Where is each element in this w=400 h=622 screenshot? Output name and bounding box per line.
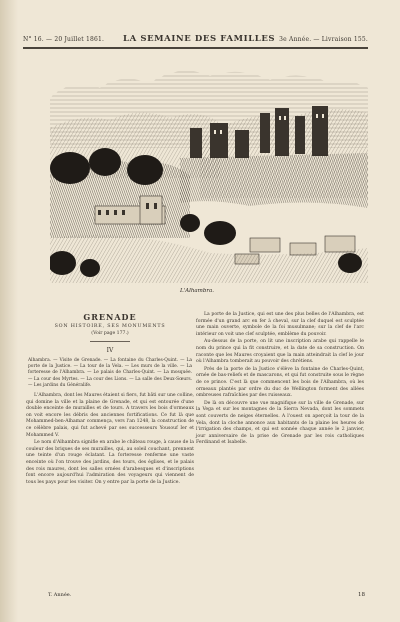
year-volume: 3e Année. — Livraison 155.	[279, 36, 368, 43]
illustration-caption: L'Alhambra.	[179, 288, 215, 294]
article-continuation-note: (Voir page 177.)	[91, 331, 129, 336]
alhambra-engraving	[50, 58, 368, 283]
title-rule	[90, 341, 130, 342]
signature-mark: T. Année.	[48, 592, 72, 598]
paragraph: Le nom d'Alhambra signifie en arabe le château rouge, à cause de la couleur des briques de ses murailles, qui, au soleil couchant, prennent une teinte d'un rouge éclatant. La forteresse renferme une vaste enceinte où l'on trouve des jardins, des tours, des églises, et le palais des rois maures, dont les salles ornées d'arabesques et d'inscriptions font encore aujourd'hui l'admiration des voyageurs qui viennent de tous les pays pour les visiter. On y entre par la porte de la Justice.	[26, 440, 194, 485]
paragraph: Au-dessus de la porte, on lit une inscription arabe qui rappelle le nom du prince qui la fit construire, et la date de sa construction. On raconte que les Maures croyaient que la main atteindrait la clef le jour où l'Alhambra tomberait au pouvoir des chrétiens.	[196, 339, 364, 365]
article-title: GRENADE	[83, 312, 137, 322]
page-number: 18	[358, 592, 365, 598]
journal-page	[18, 0, 400, 622]
left-column	[26, 312, 194, 487]
paragraph: Près de la porte de la Justice s'élève la fontaine de Charles-Quint, ornée de bas-reliefs et de mascarons, et qui fut construite sous le règne de ce prince. C'est là que commencent les bois de l'Alhambra, où les ormeaux plantés par ordre du duc de Wellington forment des allées ombreuses rafraîchies par des ruisseaux.	[196, 366, 364, 399]
paragraph: De là on découvre une vue magnifique sur la ville de Grenade, sur la Vega et sur les montagnes de la Sierra Nevada, dont les sommets sont couverts de neiges éternelles. A l'ouest on aperçoit la tour de la Vela, dont la cloche annonce aux habitants de la plaine les heures de l'irrigation des champs, et qui est sonnée chaque année le 2 janvier, jour anniversaire de la prise de Grenade par les rois catholiques Ferdinand et Isabelle.	[196, 400, 364, 446]
paragraph: La porte de la Justice, qui est une des plus belles de l'Alhambra, est formée d'un grand arc en fer à cheval, sur la clef duquel est sculptée une main ouverte, symbole de la foi musulmane; sur la clef de l'arc intérieur on voit une clef sculptée, emblème du pouvoir.	[196, 312, 364, 337]
issue-date: N° 16. — 20 Juillet 1861.	[23, 36, 105, 43]
chapter-number: IV	[106, 347, 114, 354]
scan-edge	[0, 0, 18, 622]
article-subtitle: SON HISTOIRE, SES MONUMENTS	[54, 324, 166, 329]
paragraph: L'Alhambra, dont les Maures étaient si fiers, fut bâti sur une colline, qui domine la ville et la plaine de Grenade, et qui est entourée d'une double enceinte de murailles et de tours. A travers les bois d'ormeaux on voit encore les débris des anciennes fortifications. Ce fut là que Mohammed-ben-Alhamar commença, vers l'an 1248, la construction de ce célèbre palais, qui fut achevé par ses successeurs Yousouf Ier et Mohammed V.	[26, 393, 194, 438]
running-head	[23, 34, 368, 46]
header-rule	[23, 47, 368, 49]
right-column	[196, 312, 364, 448]
chapter-summary: Alhambra. — Visite de Grenade. — La fontaine du Charles-Quint. — La porte de la Justice. — La tour de la Vela. — Les murs de la ville. — La forteresse de l'Alhambra. — Le palais de Charles-Quint. — La mosquée. — La cour des Myrtes. — La cour des Lions. — La salle des Deux-Sœurs. — Les jardins du Généralife.	[28, 358, 192, 388]
journal-title: LA SEMAINE DES FAMILLES	[123, 34, 276, 44]
